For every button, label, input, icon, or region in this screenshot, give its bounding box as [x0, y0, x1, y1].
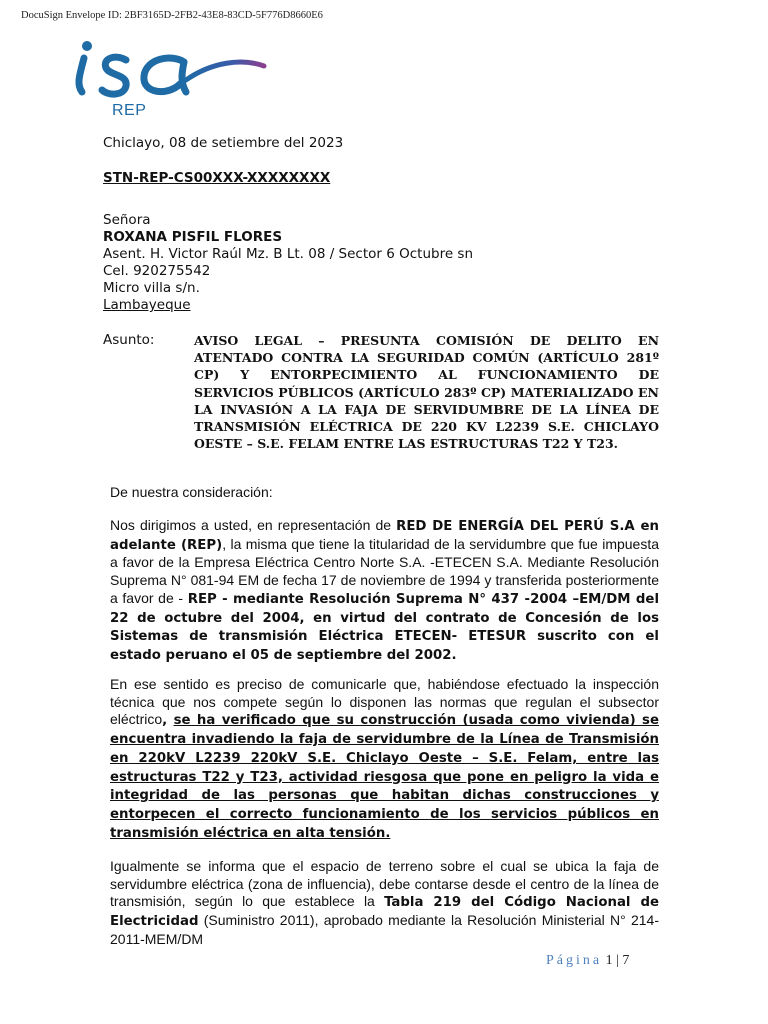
- page-label: Página: [546, 953, 603, 968]
- p2-text: En ese sentido es preciso de comunicarle que, habiéndose efectuado la inspección técnica que nos compete según lo disponen las normas que regulan el subsector eléctrico: [110, 676, 659, 728]
- reference-code: STN-REP-CS00XXX-XXXXXXXX: [103, 170, 331, 186]
- date-line: Chiclayo, 08 de setiembre del 2023: [103, 135, 344, 151]
- recipient-city: Lambayeque: [103, 297, 191, 313]
- p3-text: Igualmente se informa que el espacio de terreno sobre el cual se ubica la faja de servidumbre eléctrica (zona de influencia), debe contarse desde el centro de la línea de transmisión, según lo que establece la: [110, 858, 659, 910]
- p1-company: RED DE ENERGÍA DEL PERÚ S.A en adelante (REP): [110, 519, 659, 553]
- page-total: 7: [622, 953, 630, 968]
- page-current: 1: [605, 953, 613, 968]
- isa-logo: [72, 36, 272, 126]
- greeting: De nuestra consideración:: [110, 484, 273, 500]
- paragraph-inspection: [110, 676, 659, 842]
- page-separator: |: [616, 953, 619, 968]
- p1-text-2: , la misma que tiene la titularidad de la servidumbre que fue impuesta a favor de la Empresa Eléctrica Centro Norte S.A. -ETECEN S.A. Mediante Resolución Suprema N° 081-94 EM de fecha 17 de noviembre de 1994 y transferida posteriormente a favor de -: [110, 535, 660, 606]
- p1-text: Nos dirigimos a usted, en representación de: [110, 517, 397, 533]
- paragraph-representation: [110, 517, 659, 665]
- p1-resolution: REP - mediante Resolución Suprema N° 437 -2004 –EM/DM del 22 de octubre del 2004, en virtud del contrato de Concesión de los Sistemas de transmisión Eléctrica ETECEN- ETESUR suscrito con el estado peruano el 05 de septiembre del 2002.: [110, 591, 660, 663]
- page-number: [546, 953, 629, 969]
- subject-text: AVISO LEGAL – PRESUNTA COMISIÓN DE DELITO EN ATENTADO CONTRA LA SEGURIDAD COMÚN (ARTÍCULO 281º CP) Y ENTORPECIMIENTO AL FUNCIONAMIENTO DE SERVICIOS PÚBLICOS (ARTÍCULO 283º CP) MATERIALIZADO EN LA INVASIÓN A LA FAJA DE SERVIDUMBRE DE LA LÍNEA DE TRANSMISIÓN ELÉCTRICA DE 220 KV L2239 S.E. CHICLAYO OESTE – S.E. FELAM ENTRE LAS ESTRUCTURAS T22 Y T23.: [194, 333, 659, 452]
- p3-table-reference: Tabla 219 del Código Nacional de Electricidad: [110, 895, 659, 930]
- recipient-name: ROXANA PISFIL FLORES: [103, 229, 283, 245]
- p2-separator: ,: [162, 713, 174, 729]
- recipient-locality: Micro villa s/n.: [103, 280, 200, 296]
- paragraph-servitude: [110, 858, 659, 949]
- subject-label: Asunto:: [103, 332, 155, 348]
- p3-text-2: (Suministro 2011), aprobado mediante la Resolución Ministerial N° 214-2011-MEM/DM: [110, 912, 659, 947]
- recipient-address: Asent. H. Victor Raúl Mz. B Lt. 08 / Sector 6 Octubre sn: [103, 246, 474, 262]
- logo-subtitle: REP: [112, 102, 147, 119]
- p2-finding: se ha verificado que su construcción (usada como vivienda) se encuentra invadiendo la faja de servidumbre de la Línea de Transmisión en 220kV L2239 220kV S.E. Chiclayo Oeste – S.E. Felam, entre las estructuras T22 y T23, actividad riesgosa que pone en peligro la vida e integridad de las personas que habitan dichas construcciones y entorpecen el correcto funcionamiento de los servicios públicos en transmisión eléctrica en alta tensión.: [110, 713, 659, 841]
- salutation: Señora: [103, 212, 151, 228]
- recipient-phone: Cel. 920275542: [103, 263, 211, 279]
- docusign-envelope-id: DocuSign Envelope ID: 2BF3165D-2FB2-43E8-83CD-5F776D8660E6: [21, 10, 323, 21]
